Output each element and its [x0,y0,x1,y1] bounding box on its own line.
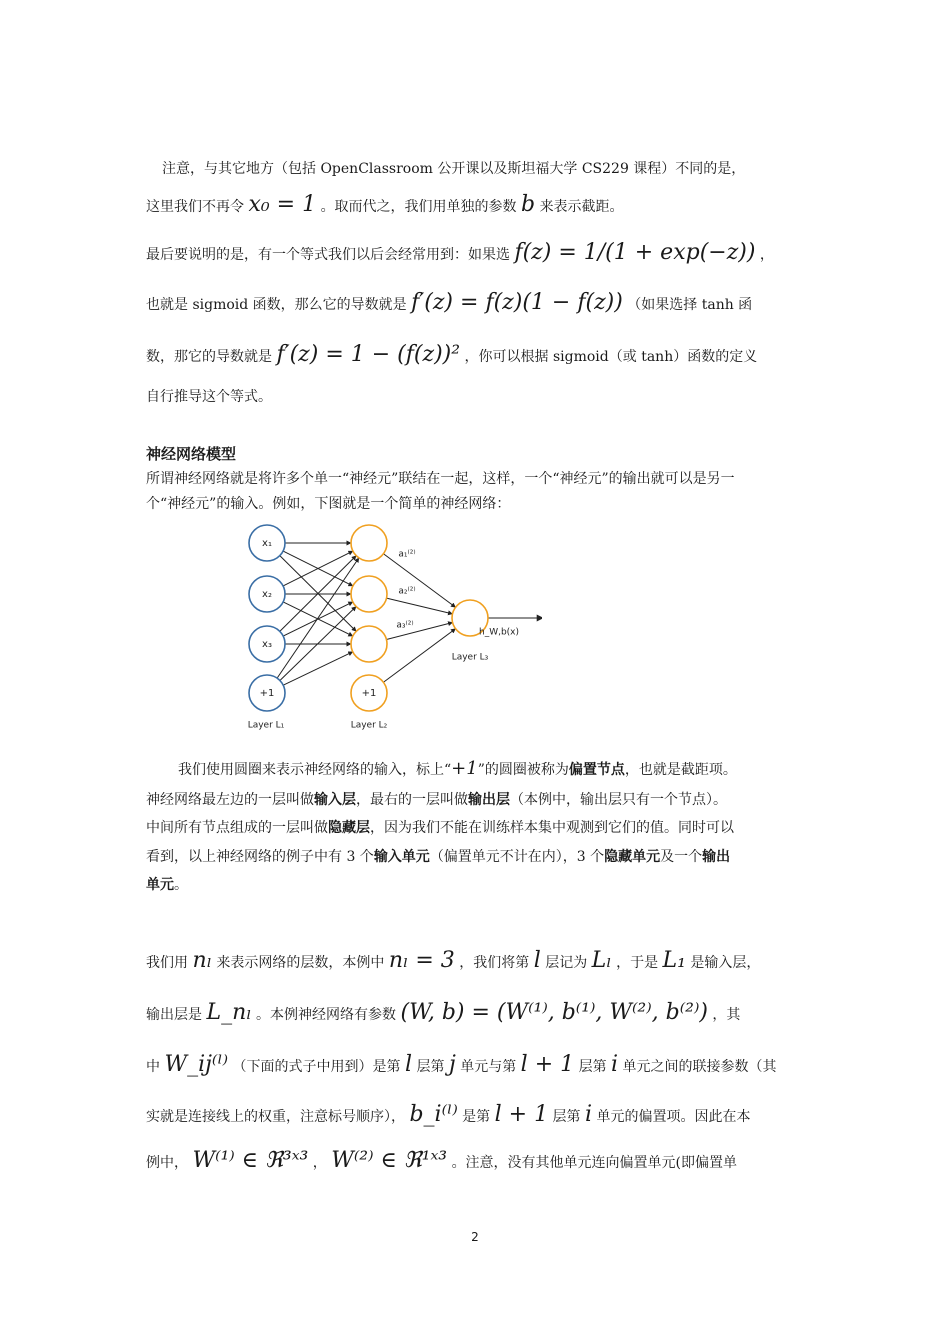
deriv-text-1b: ， [759,247,774,263]
math-Lnl: L_nₗ [206,1000,252,1025]
params-text-4c: 层第 [552,1109,581,1125]
params-text-1c: ，我们将第 [459,955,530,971]
note-text-2b: 。取而代之，我们用单独的参数 [320,199,517,215]
params-line-4 [146,1102,806,1127]
deriv-text-2a: 也就是 sigmoid 函数，那么它的导数就是 [146,297,407,313]
layers-line-4 [146,846,806,866]
math-W1: W⁽¹⁾ ∈ ℜ³ˣ³ [192,1148,309,1173]
params-text-3e: 层第 [578,1059,607,1075]
math-l-plus-1-b: l + 1 [494,1102,549,1127]
edge-input-4-hidden-1 [277,558,359,678]
hidden-node-2 [351,576,387,612]
deriv-text-3a: 数，那它的导数就是 [146,349,272,365]
math-W2: W⁽²⁾ ∈ ℜ¹ˣ³ [331,1148,448,1173]
layer-1-label: Layer L₁ [247,720,285,731]
params-text-1b: 来表示网络的层数，本例中 [216,955,385,971]
math-sigmoid: f(z) = 1/(1 + exp(−z)) [514,240,756,265]
params-text-5c: 。注意，没有其他单元连向偏置单元(即偏置单 [451,1155,738,1171]
hidden-node-1 [351,525,387,561]
params-text-1f: 是输入层， [690,955,761,971]
layers-line-3 [146,817,806,837]
note-line-1 [162,158,822,178]
neural-network-figure [232,518,542,738]
math-nl: nₗ [192,948,212,973]
params-text-2b: 。本例神经网络有参数 [256,1007,397,1023]
edge-input-4-hidden-3 [283,652,353,685]
layer-2-label: Layer L₂ [350,720,388,731]
params-text-2a: 输出层是 [146,1007,202,1023]
params-text-5a: 例中， [146,1155,188,1171]
input-node-label-1: x₁ [262,538,272,549]
math-x0: x₀ = 1 [248,192,317,217]
hidden-bias-label: +1 [361,688,377,699]
params-text-1d: 层记为 [545,955,588,971]
term-hidden-units: 隐藏单元 [604,849,661,865]
deriv-text-1a: 最后要说明的是，有一个等式我们以后会经常用到：如果选 [146,247,510,263]
math-i: i [611,1052,619,1077]
layer-3-label: Layer L₃ [451,652,489,663]
params-text-4d: 单元的偏置项。因此在本 [596,1109,751,1125]
activation-label-2: a₂⁽²⁾ [398,586,416,597]
params-text-5b: ， [312,1155,327,1171]
term-output-unit-b: 单元 [146,877,174,893]
deriv-text-4: 自行推导这个等式。 [146,389,272,405]
math-nl-eq-3: nₗ = 3 [388,948,455,973]
layers-line-2 [146,789,806,809]
layers-text-4c: 及一个 [660,849,703,865]
params-line-5 [146,1148,806,1173]
params-line-2 [146,1000,806,1025]
term-input-layer: 输入层 [314,792,356,808]
section-line-1 [146,468,806,488]
params-text-1e: ，于是 [616,955,659,971]
deriv-line-4 [146,386,806,406]
section-text-1: 所谓神经网络就是将许多个单一“神经元”联结在一起，这样，一个“神经元”的输出就可以是另一 [146,471,735,487]
params-text-3d: 单元与第 [460,1059,517,1075]
deriv-line-3 [146,342,806,367]
note-line-2 [146,192,806,217]
layers-text-1b: ”的圆圈被称为 [477,762,569,778]
term-bias-node: 偏置节点 [568,762,625,778]
params-line-1 [146,948,806,973]
input-node-label-2: x₂ [262,589,272,600]
params-text-4a: 实就是连接线上的权重，注意标号顺序）， [146,1109,405,1125]
math-b: b [521,192,536,217]
section-title: 神经网络模型 [146,445,237,463]
deriv-line-1 [146,240,806,265]
layers-text-1c: ，也就是截距项。 [624,762,737,778]
edge-hidden-1-output [383,554,455,608]
term-hidden-layer: 隐藏层 [328,820,370,836]
math-i-2: i [584,1102,593,1127]
params-text-3c: 层第 [416,1059,445,1075]
math-l-plus-1: l + 1 [520,1052,575,1077]
layers-text-3a: 中间所有节点组成的一层叫做 [146,820,328,836]
output-label: h_W,b(x) [478,627,520,638]
layers-text-4a: 看到，以上神经网络的例子中有 3 个 [146,849,374,865]
layers-text-2b: ，最右的一层叫做 [356,792,468,808]
input-node-label-3: x₃ [262,639,272,650]
layers-text-2a: 神经网络最左边的一层叫做 [146,792,314,808]
activation-label-3: a₃⁽²⁾ [396,620,414,631]
input-node-label-4: +1 [259,688,275,699]
math-L1: L₁ [662,948,686,973]
deriv-line-2 [146,290,806,315]
term-input-units: 输入单元 [373,849,430,865]
layers-line-1 [178,758,838,779]
note-text-2c: 来表示截距。 [539,199,624,215]
network-nodes [249,525,488,711]
term-output-layer: 输出层 [468,792,510,808]
edge-hidden-2-output [387,598,453,614]
deriv-text-2b: （如果选择 tanh 函 [627,297,753,313]
layers-text-4b: （偏置单元不计在内），3 个 [429,849,605,865]
math-params-Wb: (W, b) = (W⁽¹⁾, b⁽¹⁾, W⁽²⁾, b⁽²⁾) [400,1000,708,1025]
math-l: l [533,948,541,973]
layers-text-3b: ，因为我们不能在训练样本集中观测到它们的值。同时可以 [370,820,734,836]
params-text-3f: 单元之间的联接参数（其 [622,1059,777,1075]
network-edges [277,543,542,685]
deriv-text-3b: ，你可以根据 sigmoid（或 tanh）函数的定义 [464,349,758,365]
note-text-2a: 这里我们不再令 [146,199,244,215]
math-l-2: l [404,1052,413,1077]
math-bi: b_i⁽ˡ⁾ [409,1102,458,1127]
edge-hidden-4-output [383,629,455,683]
note-text-1: 注意，与其它地方（包括 OpenClassroom 公开课以及斯坦福大学 CS229 课程）不同的是， [162,161,746,177]
section-line-2 [146,493,806,513]
math-Wij: W_ij⁽ˡ⁾ [164,1052,229,1077]
math-sigmoid-derivative: f′(z) = f(z)(1 − f(z)) [411,290,623,315]
params-text-3a: 中 [146,1059,160,1075]
activation-label-1: a₁⁽²⁾ [398,549,416,560]
params-text-4b: 是第 [462,1109,491,1125]
params-text-3b: （下面的式子中用到）是第 [232,1059,401,1075]
math-plus-one: +1 [451,758,478,779]
layers-text-5b: 。 [174,877,188,893]
layers-line-5 [146,874,806,894]
layers-text-1a: 我们使用圆圈来表示神经网络的输入，标上“ [178,762,452,778]
page-number: 2 [471,1230,479,1244]
params-text-2c: ，其 [712,1007,741,1023]
params-line-3 [146,1052,806,1077]
params-text-1a: 我们用 [146,955,188,971]
math-Ll: Lₗ [591,948,612,973]
layers-text-2c: （本例中，输出层只有一个节点）。 [510,792,727,808]
section-text-2: 个“神经元”的输入。例如，下图就是一个简单的神经网络： [146,496,511,512]
hidden-node-3 [351,626,387,662]
math-tanh-derivative: f′(z) = 1 − (f(z))² [276,342,461,367]
term-output-unit-a: 输出 [702,849,731,865]
math-j: j [448,1052,456,1077]
